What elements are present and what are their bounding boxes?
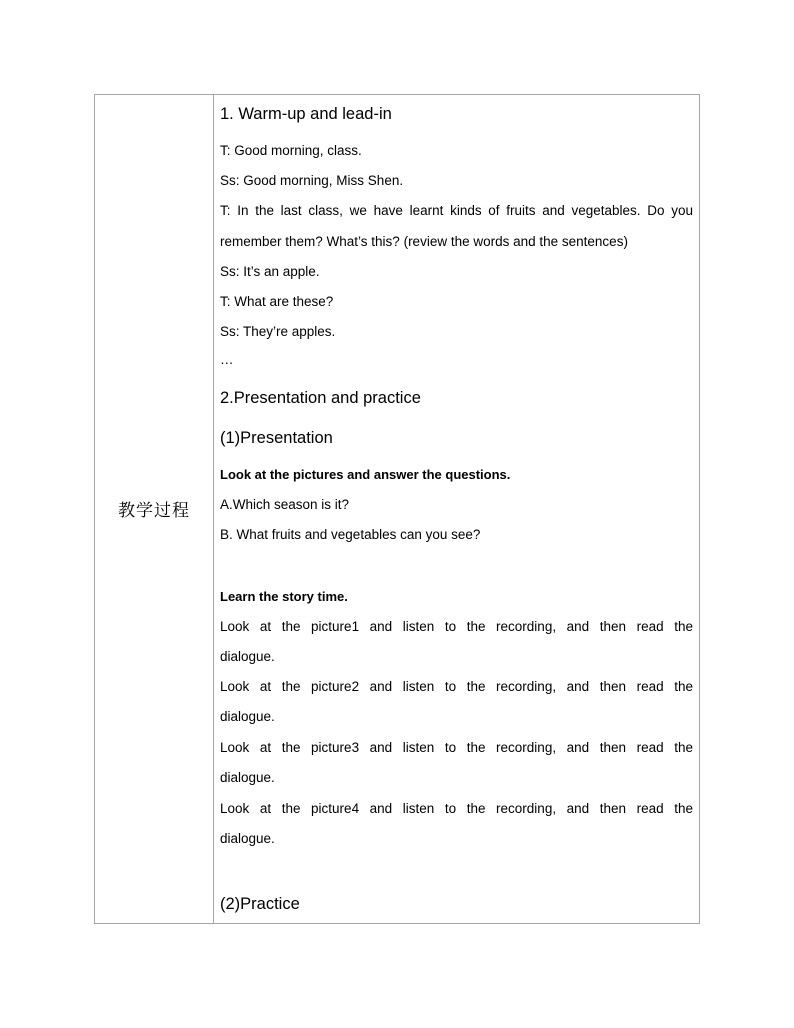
- question-line: A.Which season is it?: [220, 497, 350, 512]
- instruction-bold: Learn the story time.: [220, 589, 348, 604]
- picture-line: Look at the picture2 and listen to the recording, and then read the: [220, 679, 693, 694]
- picture-line: Look at the picture4 and listen to the recording, and then read the: [220, 801, 693, 816]
- dialogue-line: remember them? What’s this? (review the words and the sentences): [220, 234, 628, 249]
- heading-warm-up: 1. Warm-up and lead-in: [220, 105, 392, 123]
- picture-line-tail: dialogue.: [220, 649, 275, 664]
- dialogue-line: T: What are these?: [220, 294, 334, 309]
- picture-line: Look at the picture3 and listen to the recording, and then read the: [220, 740, 693, 755]
- heading-practice: (2)Practice: [220, 895, 300, 913]
- dialogue-line: Ss: It’s an apple.: [220, 264, 320, 279]
- dialogue-line: Ss: Good morning, Miss Shen.: [220, 173, 404, 188]
- picture-line-tail: dialogue.: [220, 709, 275, 724]
- dialogue-line: Ss: They’re apples.: [220, 324, 336, 339]
- section-label: 教学过程: [118, 501, 190, 521]
- dialogue-line: T: Good morning, class.: [220, 143, 362, 158]
- heading-presentation: (1)Presentation: [220, 429, 333, 447]
- lesson-content-cell: [220, 95, 693, 923]
- picture-line: Look at the picture1 and listen to the recording, and then read the: [220, 619, 693, 634]
- picture-line-tail: dialogue.: [220, 770, 275, 785]
- lesson-table: [94, 94, 700, 924]
- picture-line-tail: dialogue.: [220, 831, 275, 846]
- ellipsis: …: [220, 352, 234, 367]
- question-line: B. What fruits and vegetables can you see?: [220, 527, 481, 542]
- instruction-bold: Look at the pictures and answer the questions.: [220, 467, 511, 482]
- column-divider: [213, 95, 214, 923]
- dialogue-line: T: In the last class, we have learnt kinds of fruits and vegetables. Do you: [220, 203, 693, 218]
- heading-presentation-practice: 2.Presentation and practice: [220, 389, 421, 407]
- section-label-cell: [95, 95, 213, 923]
